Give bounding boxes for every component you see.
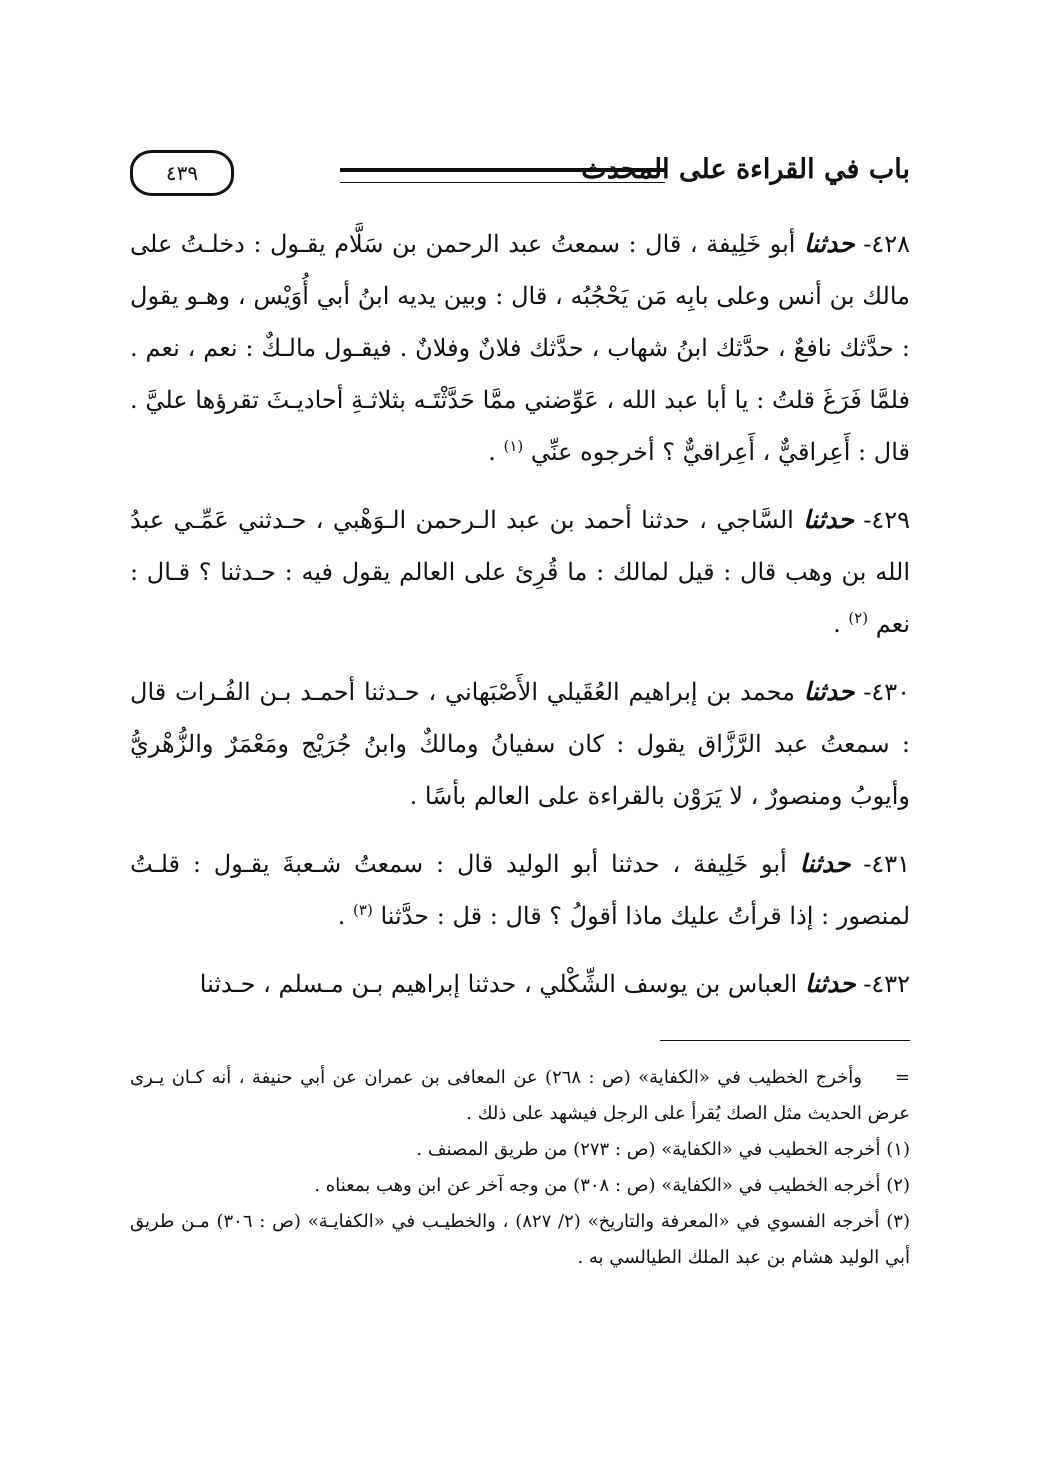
- footnote-ref[interactable]: (٢): [848, 609, 869, 627]
- footnote-continued: [130, 1060, 910, 1132]
- narration-keyword: حدثنا: [799, 849, 851, 878]
- hadith-text: أبو خَلِيفة ، حدثنا أبو الوليد قال : سمعتُ شـعبةَ يقـول : قلـتُ لمنصور : إذا قرأتُ عليك ماذا أقولُ ؟ قال : قل : حدَّثنا: [130, 850, 910, 930]
- hadith-431: [130, 838, 910, 942]
- footnote-text: أخرجه الفسوي في «المعرفة والتاريخ» (٢/ ٨٢٧) ، والخطيـب في «الكفايـة» (ص : ٣٠٦) مـن طريق أبي الوليد هشام بن عبد الملك الطيالسي به .: [130, 1211, 910, 1268]
- chapter-title: باب في القراءة على المحدث: [581, 154, 910, 185]
- hadith-text: السَّاجي ، حدثنا أحمد بن عبد الـرحمن الـوَهْبي ، حـدثني عَمِّـي عبدُ الله بن وهب قال : قيل لمالك : ما قُرِئ على العالم يقول فيه : حـدثنا ؟ قـال : نعم: [130, 506, 910, 638]
- footnotes: [130, 1060, 910, 1276]
- hadith-number: ٤٢٨-: [863, 230, 910, 258]
- footnote-text: أخرجه الخطيب في «الكفاية» (ص : ٣٠٨) من وجه آخر عن ابن وهب بمعناه .: [314, 1175, 881, 1196]
- hadith-text: العباس بن يوسف الشِّكْلي ، حدثنا إبراهيم بـن مـسلم ، حـدثنا: [199, 970, 798, 998]
- footnote-text: وأخرج الخطيب في «الكفاية» (ص : ٢٦٨) عن المعافى بن عمران عن أبي حنيفة ، أنه كـان يـرى عرض الحديث مثل الصك يُقرأ على الرجل فيشهد على ذلك .: [130, 1067, 910, 1124]
- footnote-separator: [660, 1040, 910, 1041]
- footnote-text: أخرجه الخطيب في «الكفاية» (ص : ٢٧٣) من طريق المصنف .: [416, 1139, 881, 1160]
- main-text: [130, 218, 910, 1026]
- hadith-number: ٤٣٠-: [863, 678, 910, 706]
- narration-keyword: حدثنا: [804, 969, 856, 998]
- hadith-429: [130, 494, 910, 650]
- hadith-428: [130, 218, 910, 478]
- hadith-number: ٤٣٢-: [863, 970, 910, 998]
- footnote-ref[interactable]: (١): [503, 437, 524, 455]
- page-number-badge: ٤٣٩: [130, 150, 234, 196]
- hadith-text: أبو خَلِيفة ، قال : سمعتُ عبد الرحمن بن سَلَّام يقـول : دخلـتُ على مالك بن أنس وعلى بابِه مَن يَحْجُبُه ، قال : وبين يديه ابنُ أبي أُوَيْس ، وهـو يقول : حدَّثك نافعٌ ، حدَّثك ابنُ شهاب ، حدَّثك فلانٌ وفلانٌ . فيقـول مالـكٌ : نعم ، نعم . فلمَّا فَرَغَ قلتُ : يا أبا عبد الله ، عَوِّضني ممَّا حَدَّثْتَـه بثلاثـةِ أحاديـثَ تقرؤها عليَّ . قال : أَعِراقيٌّ ، أَعِراقيٌّ ؟ أخرجوه عنِّي: [130, 230, 910, 466]
- header-double-rule: [340, 168, 665, 183]
- narration-keyword: حدثنا: [803, 505, 854, 534]
- footnote-marker: (٢): [886, 1175, 910, 1196]
- hadith-number: ٤٣١-: [863, 850, 910, 878]
- hadith-text: محمد بن إبراهيم العُقَيلي الأَصْبَهاني ، حـدثنا أحمـد بـن الفُـرات قال : سمعتُ عبد الرَّزَّاق يقول : كان سفيانُ ومالكٌ وابنُ جُرَيْج ومَعْمَرٌ والزُّهْريُّ وأيوبُ ومنصورٌ ، لا يَرَوْن بالقراءة على العالم بأسًا .: [130, 678, 910, 810]
- narration-keyword: حدثنا: [803, 229, 855, 258]
- footnote-2: [130, 1168, 910, 1204]
- footnote-ref[interactable]: (٣): [353, 901, 373, 919]
- hadith-432: [130, 958, 910, 1010]
- footnote-1: [130, 1132, 910, 1168]
- narration-keyword: حدثنا: [803, 677, 855, 706]
- hadith-ending: .: [833, 610, 841, 638]
- hadith-ending: .: [488, 438, 496, 466]
- footnote-marker: (٣): [886, 1211, 910, 1232]
- hadith-number: ٤٢٩-: [863, 506, 910, 534]
- footnote-marker: =: [894, 1067, 910, 1088]
- hadith-ending: .: [337, 902, 346, 930]
- footnote-marker: (١): [886, 1139, 910, 1160]
- footnote-3: [130, 1204, 910, 1276]
- page-header: [130, 150, 910, 200]
- hadith-430: [130, 666, 910, 822]
